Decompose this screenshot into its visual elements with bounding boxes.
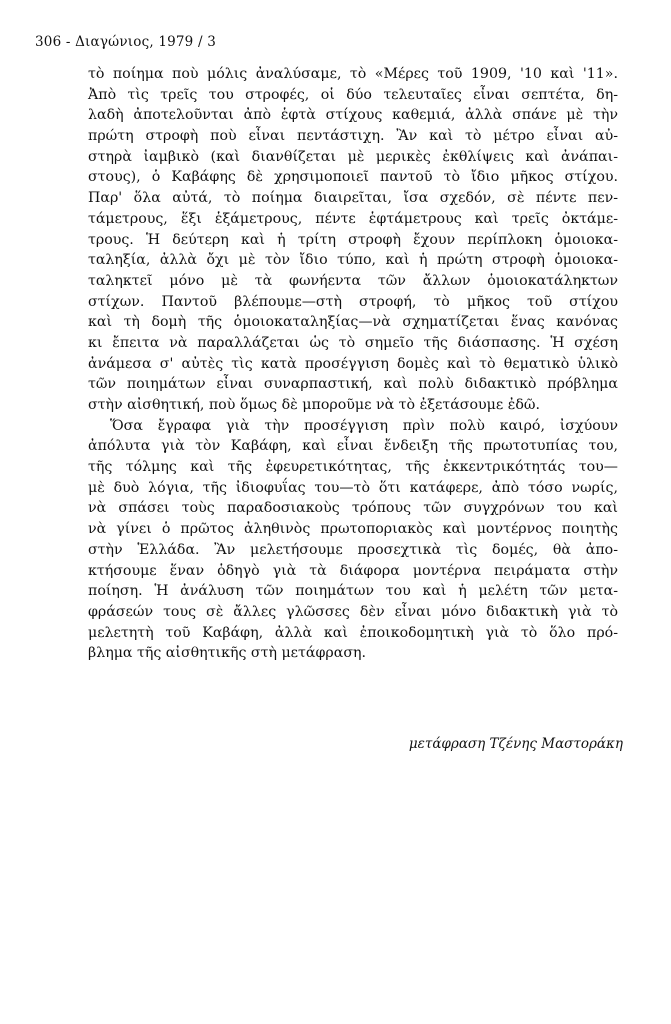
- text-line: στὴν Ἑλλάδα. Ἂν μελετήσουμε προσεχτικὰ τὶς δομές, θὰ ἀπο-: [88, 541, 618, 558]
- text-line: λαδὴ ἀποτελοῦνται ἀπὸ ἑφτὰ στίχους καθεμιά, ἀλλὰ σπάνε μὲ τὴν: [88, 107, 618, 124]
- text-line: ταληκτεῖ μόνο μὲ τὰ φωνήεντα τῶν ἄλλων ὁμοιοκατάληκτων: [88, 272, 618, 289]
- text-line: στηρὰ ἰαμβικὸ (καὶ διανθίζεται μὲ μερικὲς ἐκθλίψεις καὶ ἀνάπαι-: [88, 148, 618, 165]
- text-line: Ἀπὸ τὶς τρεῖς του στροφές, οἱ δύο τελευταῖες εἶναι σεπτέτα, δη-: [88, 86, 618, 103]
- text-line: ἀνάμεσα σ' αὐτὲς τὶς κατὰ προσέγγιση δομὲς καὶ τὸ θεματικὸ ὑλικὸ: [88, 355, 618, 372]
- text-line: τῆς τόλμης καὶ τῆς ἐφευρετικότητας, τῆς ἐκκεντρικότητάς του—: [88, 459, 618, 476]
- paragraph-1: [88, 64, 618, 416]
- text-line: Ὅσα ἔγραφα γιὰ τὴν προσέγγιση πρὶν πολὺ καιρό, ἰσχύουν: [110, 417, 618, 434]
- text-line: κτήσουμε ἕναν ὁδηγὸ γιὰ τὰ διάφορα μοντέρνα πειράματα στὴν: [88, 562, 618, 579]
- text-line: νὰ σπάσει τοὺς παραδοσιακοὺς τρόπους τῶν συγχρόνων του καὶ: [88, 500, 618, 517]
- text-line: τάμετρους, ἕξι ἑξάμετρους, πέντε ἑφτάμετρους καὶ τρεῖς ὀκτάμε-: [88, 210, 618, 227]
- text-line: κι ἔπειτα νὰ παραλλάζεται ὡς τὸ σημεῖο τῆς διάσπασης. Ἡ σχέση: [88, 334, 618, 351]
- body-text: [88, 64, 618, 664]
- text-line: τρους. Ἡ δεύτερη καὶ ἡ τρίτη στροφὴ ἔχουν περίπλοκη ὁμοιοκα-: [88, 231, 618, 248]
- text-line: τὸ ποίημα ποὺ μόλις ἀναλύσαμε, τὸ «Μέρες τοῦ 1909, '10 καὶ '11».: [88, 66, 618, 82]
- text-line: βλημα τῆς αἰσθητικῆς στὴ μετάφραση.: [88, 645, 367, 662]
- text-line: στους), ὁ Καβάφης δὲ χρησιμοποιεῖ παντοῦ τὸ ἴδιο μῆκος στίχου.: [88, 169, 618, 186]
- text-line: μὲ δυὸ λόγια, τῆς ἰδιοφυΐας του—τὸ ὅτι κατάφερε, ἀπὸ τόσο νωρίς,: [88, 479, 618, 496]
- text-line: Παρ' ὅλα αὐτά, τὸ ποίημα διαιρεῖται, ἴσα σχεδόν, σὲ πέντε πεν-: [88, 190, 618, 207]
- paragraph-2: [88, 416, 618, 664]
- text-line: τῶν ποιημάτων εἶναι συναρπαστική, καὶ πολὺ διδακτικὸ πρόβλημα: [88, 376, 618, 393]
- text-line: μελετητὴ τοῦ Καβάφη, ἀλλὰ καὶ ἐποικοδομητικὴ γιὰ τὸ ὅλο πρό-: [88, 624, 618, 641]
- text-line: ποίηση. Ἡ ἀνάλυση τῶν ποιημάτων του καὶ ἡ μελέτη τῶν μετα-: [88, 583, 618, 600]
- text-line: καὶ τὴ δομὴ τῆς ὁμοιοκαταληξίας—νὰ σχηματίζεται ἕνας κανόνας: [88, 314, 618, 331]
- translator-signature: μετάφραση Τζένης Μαστοράκη: [408, 736, 623, 752]
- running-head: 306 - Διαγώνιος, 1979 / 3: [35, 34, 216, 50]
- text-line: στίχων. Παντοῦ βλέπουμε—στὴ στροφή, τὸ μῆκος τοῦ στίχου: [88, 293, 618, 310]
- text-line: φράσεών τους σὲ ἄλλες γλῶσσες δὲν εἶναι μόνο διδακτικὴ γιὰ τὸ: [88, 603, 618, 620]
- text-line: ταληξία, ἀλλὰ ὄχι μὲ τὸν ἴδιο τύπο, καὶ ἡ πρώτη στροφὴ ὁμοιοκα-: [88, 252, 618, 269]
- text-line: ἀπόλυτα γιὰ τὸν Καβάφη, καὶ εἶναι ἔνδειξη τῆς πρωτοτυπίας του,: [88, 438, 618, 455]
- text-line: πρώτη στροφὴ ποὺ εἶναι πεντάστιχη. Ἂν καὶ τὸ μέτρο εἶναι αὐ-: [88, 128, 618, 145]
- text-line: νὰ γίνει ὁ πρῶτος ἀληθινὸς πρωτοποριακὸς καὶ μοντέρνος ποιητὴς: [88, 521, 618, 538]
- text-line: στὴν αἰσθητική, ποὺ ὅμως δὲ μποροῦμε νὰ τὸ ἐξετάσουμε ἐδῶ.: [88, 397, 540, 413]
